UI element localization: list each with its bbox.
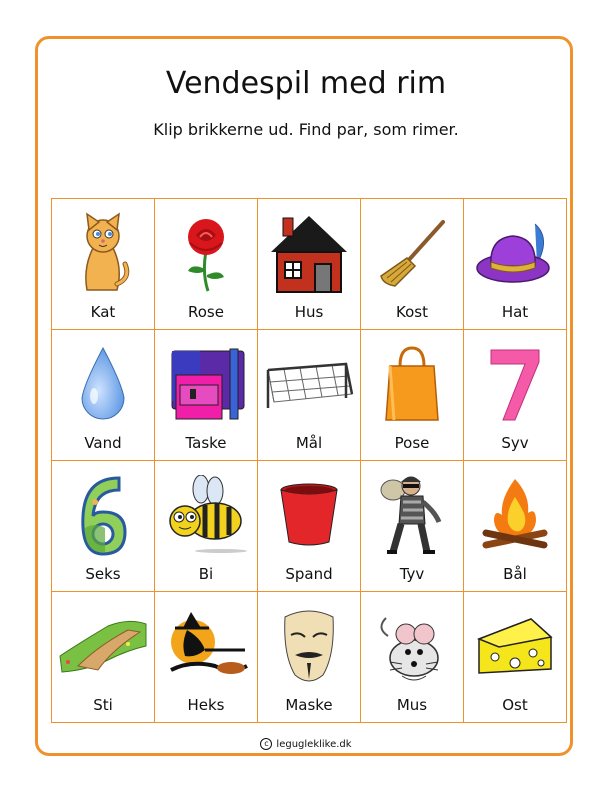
rose-icon (155, 205, 257, 301)
page-title: Vendespil med rim (165, 66, 447, 101)
number-six-icon (52, 467, 154, 563)
footer-text: legugleklike.dk (276, 739, 352, 750)
backpack-icon (155, 336, 257, 432)
grid-row (52, 199, 567, 330)
cheese-icon (464, 598, 566, 694)
broom-icon (361, 205, 463, 301)
card[interactable] (155, 199, 258, 330)
goal-icon (258, 336, 360, 432)
card-label: Heks (187, 696, 225, 714)
water-drop-icon (52, 336, 154, 432)
card-grid (51, 198, 567, 723)
card-label: Kat (90, 303, 116, 321)
card-label: Seks (85, 565, 121, 583)
card-label: Bi (198, 565, 214, 583)
mask-icon (258, 598, 360, 694)
card-label: Mus (396, 696, 428, 714)
thief-icon (361, 467, 463, 563)
card-label: Hus (294, 303, 324, 321)
copyright-icon: c (260, 738, 272, 750)
card-label: Sti (93, 696, 113, 714)
campfire-icon (464, 467, 566, 563)
path-icon (52, 598, 154, 694)
card[interactable] (52, 592, 155, 723)
footer (0, 738, 612, 750)
cat-icon (52, 205, 154, 301)
card[interactable] (464, 461, 567, 592)
witch-icon (155, 598, 257, 694)
house-icon (258, 205, 360, 301)
card[interactable] (361, 592, 464, 723)
card-label: Syv (501, 434, 529, 452)
card[interactable] (52, 330, 155, 461)
card-label: Kost (396, 303, 428, 321)
hat-icon (464, 205, 566, 301)
card[interactable] (155, 330, 258, 461)
card[interactable] (52, 461, 155, 592)
mouse-icon (361, 598, 463, 694)
bee-icon (155, 467, 257, 563)
grid-row (52, 592, 567, 723)
card[interactable] (464, 330, 567, 461)
card[interactable] (155, 461, 258, 592)
bag-icon (361, 336, 463, 432)
card-label: Spand (285, 565, 333, 583)
card[interactable] (464, 199, 567, 330)
card-label: Taske (185, 434, 227, 452)
card[interactable] (155, 592, 258, 723)
card[interactable] (52, 199, 155, 330)
card-label: Vand (84, 434, 122, 452)
card-label: Ost (502, 696, 528, 714)
page-subtitle: Klip brikkerne ud. Find par, som rimer. (153, 120, 459, 139)
grid-row (52, 330, 567, 461)
card[interactable] (361, 330, 464, 461)
card-label: Rose (188, 303, 224, 321)
card-label: Maske (285, 696, 333, 714)
card-label: Tyv (399, 565, 425, 583)
card[interactable] (361, 199, 464, 330)
number-seven-icon (464, 336, 566, 432)
bucket-icon (258, 467, 360, 563)
card[interactable] (361, 461, 464, 592)
card-label: Hat (501, 303, 529, 321)
card[interactable] (258, 461, 361, 592)
card-label: Bål (503, 565, 527, 583)
card-label: Mål (295, 434, 323, 452)
card-label: Pose (394, 434, 430, 452)
card[interactable] (258, 330, 361, 461)
grid-row (52, 461, 567, 592)
card[interactable] (464, 592, 567, 723)
card[interactable] (258, 592, 361, 723)
card[interactable] (258, 199, 361, 330)
